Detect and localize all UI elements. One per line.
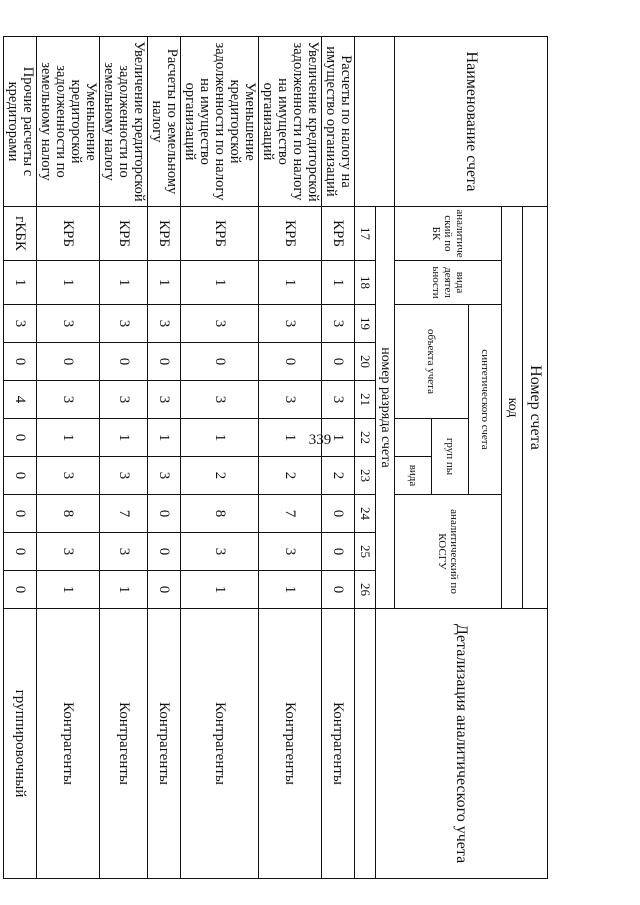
code-25: 3 — [259, 533, 322, 571]
code-22: 1 — [181, 419, 259, 457]
header-analytic-detail: Детализация аналитического учета — [376, 609, 548, 879]
analytic-detail: Контрагенты — [37, 609, 100, 879]
code-26: 0 — [4, 571, 37, 609]
code-26: 0 — [322, 571, 355, 609]
account-name: Расчеты по земельному налогу — [148, 37, 181, 207]
code-20: 0 — [259, 343, 322, 381]
code-25: 3 — [181, 533, 259, 571]
code-22: 1 — [259, 419, 322, 457]
code-bk: гКБК — [4, 207, 37, 261]
code-20: 0 — [181, 343, 259, 381]
code-23: 3 — [37, 457, 100, 495]
col-number-17: 17 — [355, 207, 376, 261]
col-number-24: 24 — [355, 495, 376, 533]
code-26: 0 — [148, 571, 181, 609]
code-26: 1 — [181, 571, 259, 609]
code-21: 3 — [100, 381, 148, 419]
code-23: 2 — [322, 457, 355, 495]
code-20: 0 — [148, 343, 181, 381]
header-type: вида — [395, 457, 432, 495]
code-bk: КРБ — [37, 207, 100, 261]
code-26: 1 — [100, 571, 148, 609]
code-bk: КРБ — [259, 207, 322, 261]
header-activity-type: вида деятел ьности — [395, 261, 502, 305]
code-24: 7 — [259, 495, 322, 533]
code-21: 3 — [148, 381, 181, 419]
table-row — [181, 37, 259, 879]
header-analytic-kosgu: аналитический по КОСГУ — [395, 495, 502, 609]
header-account-number: Номер счета — [523, 207, 548, 609]
code-18: 1 — [100, 261, 148, 305]
code-bk: КРБ — [100, 207, 148, 261]
col-number-18: 18 — [355, 261, 376, 305]
code-21: 3 — [322, 381, 355, 419]
col-number-23: 23 — [355, 457, 376, 495]
code-bk: КРБ — [181, 207, 259, 261]
code-23: 3 — [148, 457, 181, 495]
header-synthetic-account: синтетического счета — [469, 305, 502, 495]
code-24: 8 — [181, 495, 259, 533]
analytic-detail: Контрагенты — [148, 609, 181, 879]
code-19: 3 — [322, 305, 355, 343]
code-22: 1 — [322, 419, 355, 457]
code-25: 0 — [4, 533, 37, 571]
code-18: 1 — [4, 261, 37, 305]
rotated-table-container — [5, 36, 548, 864]
analytic-detail: Контрагенты — [259, 609, 322, 879]
analytic-detail: Контрагенты — [181, 609, 259, 879]
code-24: 7 — [100, 495, 148, 533]
code-19: 3 — [100, 305, 148, 343]
col-number-25: 25 — [355, 533, 376, 571]
code-25: 0 — [148, 533, 181, 571]
code-22: 1 — [100, 419, 148, 457]
header-digit-number: номер разряда счета — [376, 207, 395, 609]
code-18: 1 — [181, 261, 259, 305]
code-19: 3 — [259, 305, 322, 343]
analytic-detail: Контрагенты — [322, 609, 355, 879]
code-21: 4 — [4, 381, 37, 419]
table-row — [37, 37, 100, 879]
header-code: код — [502, 207, 523, 609]
code-20: 0 — [4, 343, 37, 381]
code-26: 1 — [37, 571, 100, 609]
table-row — [148, 37, 181, 879]
code-19: 3 — [4, 305, 37, 343]
code-18: 1 — [322, 261, 355, 305]
analytic-detail: группировочный — [4, 609, 37, 879]
code-18: 1 — [37, 261, 100, 305]
col-number-20: 20 — [355, 343, 376, 381]
code-23: 3 — [100, 457, 148, 495]
code-24: 0 — [322, 495, 355, 533]
analytic-detail: Контрагенты — [100, 609, 148, 879]
account-name: Уменьшение кредиторской задолженности по налогу на имущество организаций — [181, 37, 259, 207]
code-24: 0 — [148, 495, 181, 533]
header-accounting-object: объекта учета — [395, 305, 469, 419]
table-row — [100, 37, 148, 879]
code-22: 1 — [148, 419, 181, 457]
code-24: 8 — [37, 495, 100, 533]
account-name: Уменьшение кредиторской задолженности по земельному налогу — [37, 37, 100, 207]
code-19: 3 — [148, 305, 181, 343]
table-row — [322, 37, 355, 879]
header-analytic-bk: аналитиче ский по БК — [395, 207, 502, 261]
code-bk: КРБ — [322, 207, 355, 261]
page-number: 339 — [308, 432, 332, 448]
code-20: 0 — [100, 343, 148, 381]
account-register-table — [3, 36, 548, 879]
col-number-21: 21 — [355, 381, 376, 419]
code-18: 1 — [148, 261, 181, 305]
code-25: 0 — [322, 533, 355, 571]
code-24: 0 — [4, 495, 37, 533]
code-23: 2 — [259, 457, 322, 495]
code-21: 3 — [259, 381, 322, 419]
code-23: 0 — [4, 457, 37, 495]
col-number-22: 22 — [355, 419, 376, 457]
code-19: 3 — [181, 305, 259, 343]
table-row — [259, 37, 322, 879]
code-25: 3 — [37, 533, 100, 571]
code-22: 0 — [4, 419, 37, 457]
account-name: Увеличение кредиторской задолженности по земельному налогу — [100, 37, 148, 207]
code-20: 0 — [37, 343, 100, 381]
code-21: 3 — [37, 381, 100, 419]
col-number-26: 26 — [355, 571, 376, 609]
code-26: 1 — [259, 571, 322, 609]
col-number-19: 19 — [355, 305, 376, 343]
header-account-name: Наименование счета — [395, 37, 548, 207]
account-name: Расчеты по налогу на имущество организаций — [322, 37, 355, 207]
table-row — [4, 37, 37, 879]
code-22: 1 — [37, 419, 100, 457]
code-19: 3 — [37, 305, 100, 343]
account-name: Прочие расчеты с кредиторами — [4, 37, 37, 207]
code-20: 0 — [322, 343, 355, 381]
header-group: груп пы — [432, 419, 469, 495]
code-23: 2 — [181, 457, 259, 495]
code-bk: КРБ — [148, 207, 181, 261]
account-name: Увеличение кредиторской задолженности по налогу на имущество организаций — [259, 37, 322, 207]
code-25: 3 — [100, 533, 148, 571]
code-18: 1 — [259, 261, 322, 305]
code-21: 3 — [181, 381, 259, 419]
